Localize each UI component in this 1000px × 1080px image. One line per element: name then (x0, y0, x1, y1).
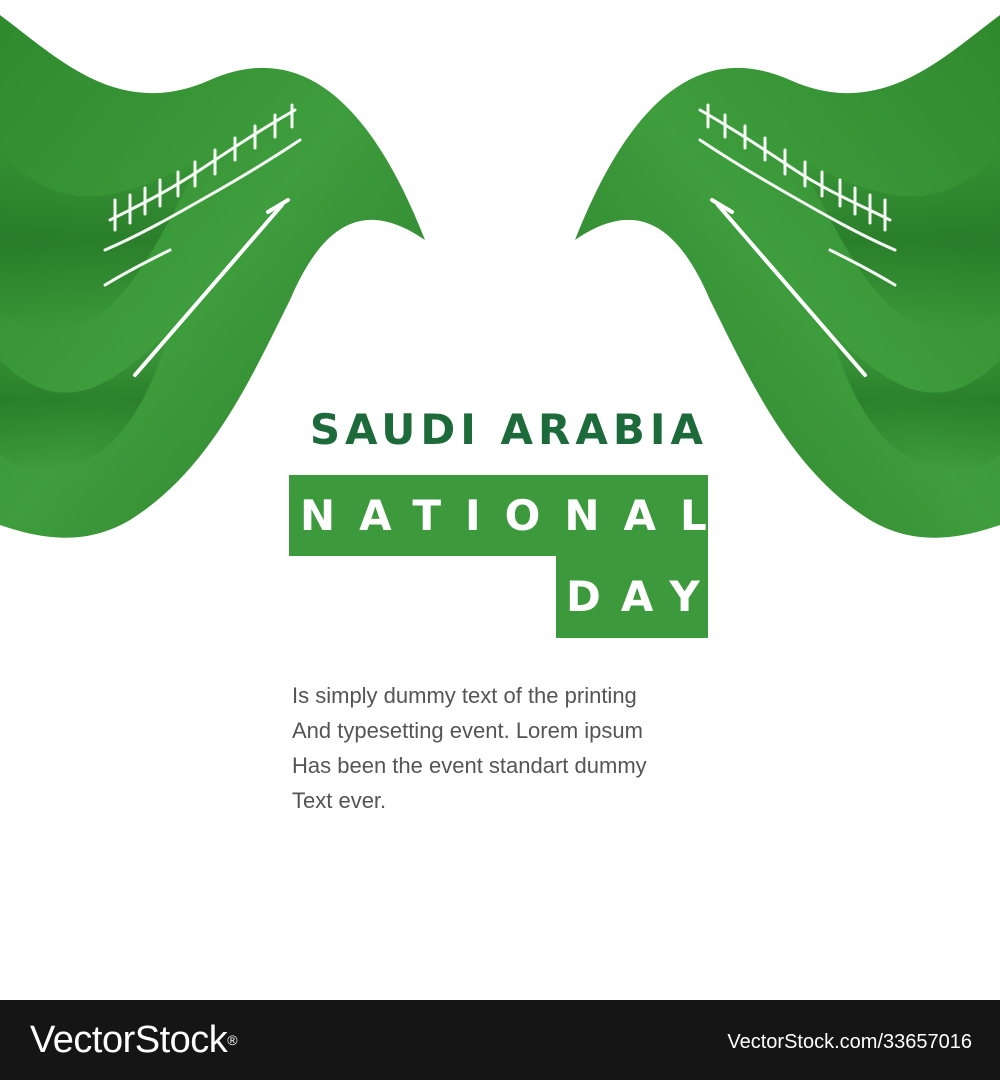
watermark-footer (0, 1000, 1000, 1080)
description-line: Has been the event standart dummy (292, 753, 647, 778)
registered-mark: ® (227, 1032, 238, 1048)
headline-national: NATIONAL (300, 491, 731, 540)
asset-id: VectorStock.com/33657016 (727, 1031, 972, 1053)
description-line: Text ever. (292, 788, 387, 813)
description-line: Is simply dummy text of the printing (292, 683, 637, 708)
description-line: And typesetting event. Lorem ipsum (292, 718, 643, 743)
brand-name: VectorStock (30, 1019, 228, 1061)
headline-saudi-arabia: SAUDI ARABIA (309, 405, 708, 454)
description-paragraph (292, 678, 752, 818)
vectorstock-logo (30, 1017, 237, 1063)
headline-day: DAY (566, 572, 720, 621)
